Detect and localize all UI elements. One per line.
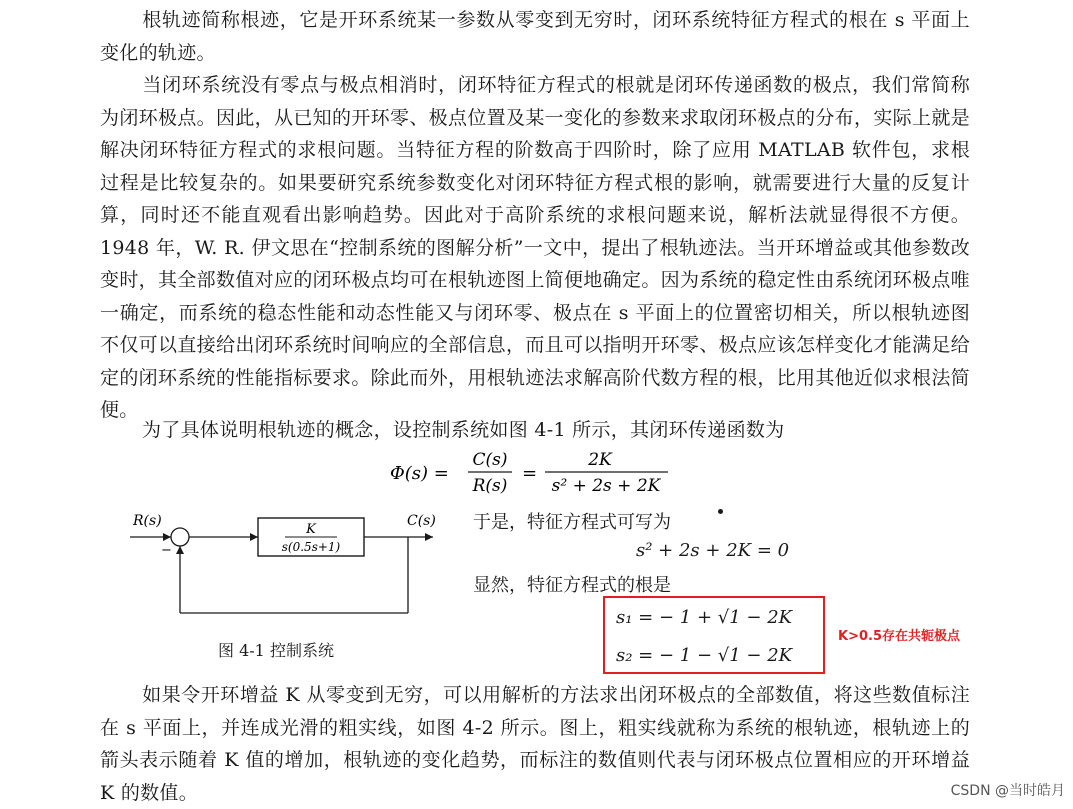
minus-sign: −: [161, 543, 172, 558]
paragraph-3: [100, 414, 970, 447]
formula-frac1-num: C(s): [472, 450, 508, 470]
paragraph-2: [100, 69, 970, 427]
summing-junction: [171, 528, 189, 546]
paragraph-2-text: 当闭环系统没有零点与极点相消时，闭环特征方程式的根就是闭环传递函数的极点，我们常简称为闭环极点。因此，从已知的开环零、极点位置及某一变化的参数来求取闭环极点的分布，实际上就是解决闭环特征方程式的求根问题。当特征方程的阶数高于四阶时，除了应用 MATLAB 软件包，求根过程是比较复杂的。如果要研究系统参数变化对闭环特征方程式根的影响，就需要进行大量的反复计算，同时还不能直观看出影响趋势。因此对于高阶系统的求根问题来说，解析法就显得很不方便。1948 年，W. R. 伊文思在“控制系统的图解分析”一文中，提出了根轨迹法。当开环增益或其他参数改变时，其全部数值对应的闭环极点均可在根轨迹图上简便地确定。因为系统的稳定性由系统闭环极点唯一确定，而系统的稳态性能和动态性能又与闭环零、极点在 s 平面上的位置密切相关，所以根轨迹图不仅可以直接给出闭环系统时间响应的全部信息，而且可以指明开环零、极点应该怎样变化才能满足给定的闭环系统的性能指标要求。除此而外，用根轨迹法求解高阶代数方程的根，比用其他近似求根法简便。: [100, 74, 970, 421]
paragraph-4: [100, 679, 970, 809]
paragraph-1-text: 根轨迹简称根迹，它是开环系统某一参数从零变到无穷时，闭环系统特征方程式的根在 s 平面上变化的轨迹。: [100, 9, 970, 64]
csdn-watermark: CSDN @当时皓月: [950, 783, 1065, 799]
transfer-function-formula: [390, 447, 690, 499]
roots-intro: 显然，特征方程式的根是: [473, 575, 671, 596]
paragraph-1: [100, 4, 970, 69]
formula-lhs: Φ(s) =: [390, 463, 449, 484]
stray-dot: [718, 509, 723, 514]
block-denominator: s(0.5s+1): [281, 540, 341, 554]
formula-frac1-den: R(s): [472, 476, 508, 496]
formula-frac2-den: s² + 2s + 2K: [551, 476, 661, 496]
paragraph-3-text: 为了具体说明根轨迹的概念，设控制系统如图 4-1 所示，其闭环传递函数为: [142, 419, 785, 441]
output-label: C(s): [407, 513, 436, 529]
conjugate-poles-annotation: K>0.5存在共轭极点: [838, 629, 960, 644]
root-s2: s₂ = − 1 − √1 − 2K: [616, 645, 793, 666]
formula-frac2-num: 2K: [588, 450, 612, 470]
formula-equals: =: [522, 463, 538, 484]
characteristic-equation: s² + 2s + 2K = 0: [636, 540, 790, 561]
characteristic-eq-intro: 于是，特征方程式可写为: [473, 512, 671, 533]
input-label: R(s): [133, 513, 162, 529]
figure-caption: 图 4-1 控制系统: [218, 641, 334, 660]
paragraph-4-text: 如果令开环增益 K 从零变到无穷，可以用解析的方法求出闭环极点的全部数值，将这些数值标注在 s 平面上，并连成光滑的粗实线，如图 4-2 所示。图上，粗实线就称为系统的根轨迹，根轨迹上的箭头表示随着 K 值的增加，根轨迹的变化趋势，而标注的数值则代表与闭环极点位置相应的开环增益 K 的数值。: [100, 684, 970, 804]
root-s1: s₁ = − 1 + √1 − 2K: [616, 607, 793, 628]
block-numerator: K: [306, 522, 316, 537]
block-diagram: [125, 510, 445, 625]
